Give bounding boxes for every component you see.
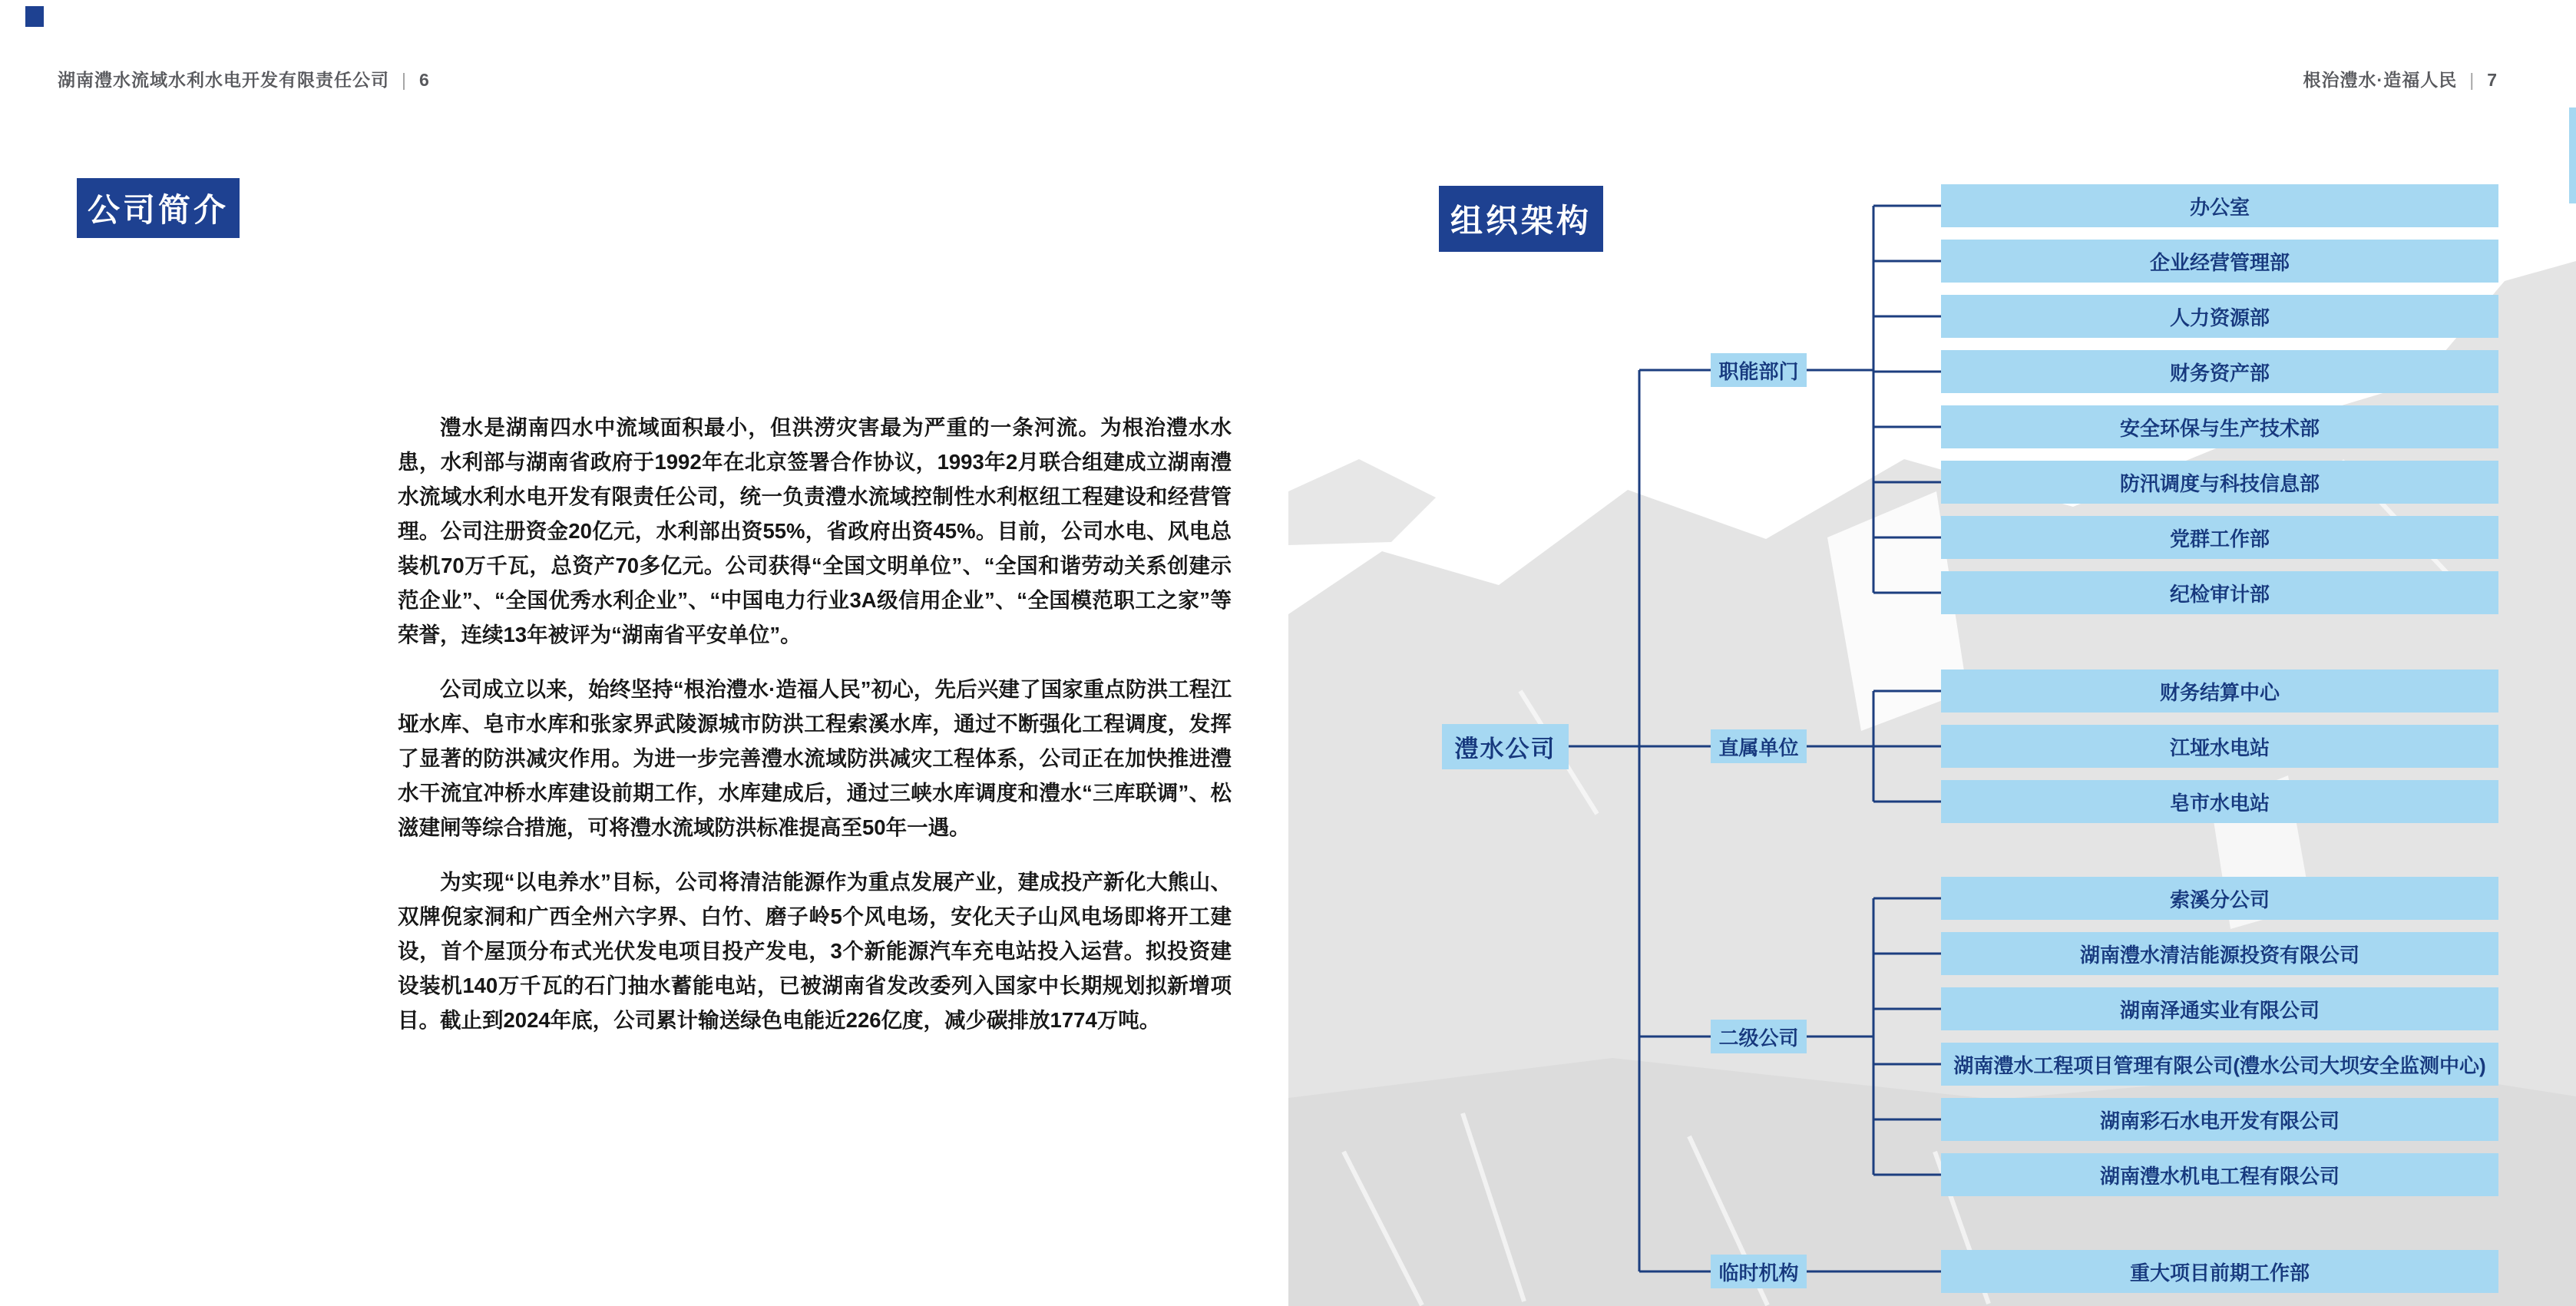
slogan: 根治澧水·造福人民: [2303, 70, 2458, 90]
page-number-right: 7: [2487, 70, 2498, 90]
company-name: 湖南澧水流域水利水电开发有限责任公司: [58, 70, 389, 90]
org-unit-box: 皂市水电站: [1941, 780, 2498, 823]
org-unit-box: 湖南澧水清洁能源投资有限公司: [1941, 932, 2498, 975]
org-unit-box: 湖南彩石水电开发有限公司: [1941, 1098, 2498, 1141]
org-unit-box: 纪检审计部: [1941, 571, 2498, 614]
org-unit-box: 企业经营管理部: [1941, 240, 2498, 283]
org-unit-box: 财务结算中心: [1941, 670, 2498, 713]
body-paragraph: 澧水是湖南四水中流域面积最小，但洪涝灾害最为严重的一条河流。为根治澧水水患，水利部与湖南省政府于1992年在北京签署合作协议，1993年2月联合组建成立湖南澧水流域水利水电开发有限责任公司，统一负责澧水流域控制性水利枢纽工程建设和经营管理。公司注册资金20亿元，水利部出资55%，省政府出资45%。目前，公司水电、风电总装机70万千瓦，总资产70多亿元。公司获得“全国文明单位”、“全国和谐劳动关系创建示范企业”、“全国优秀水利企业”、“中国电力行业3A级信用企业”、“全国模范职工之家”等荣誉，连续13年被评为“湖南省平安单位”。: [398, 415, 1232, 646]
section-title-org-structure: 组织架构: [1439, 186, 1603, 252]
org-root: 澧水公司: [1442, 724, 1569, 769]
header-separator: |: [402, 70, 407, 90]
org-unit-box: 党群工作部: [1941, 516, 2498, 559]
body-paragraph: 为实现“以电养水”目标，公司将清洁能源作为重点发展产业，建成投产新化大熊山、双牌倪家洞和广西全州六字界、白竹、磨子岭5个风电场，安化天子山风电场即将开工建设，首个屋顶分布式光伏发电项目投产发电，3个新能源汽车充电站投入运营。拟投资建设装机140万千瓦的石门抽水蓄能电站，已被湖南省发改委列入国家中长期规划拟新增项目。截止到2024年底，公司累计输送绿色电能近226亿度，减少碳排放1774万吨。: [398, 870, 1232, 1032]
org-branch: 二级公司: [1711, 1020, 1807, 1053]
body-paragraph: 公司成立以来，始终坚持“根治澧水·造福人民”初心，先后兴建了国家重点防洪工程江垭水库、皂市水库和张家界武陵源城市防洪工程索溪水库，通过不断强化工程调度，发挥了显著的防洪减灾作用。为进一步完善澧水流域防洪减灾工程体系，公司正在加快推进澧水干流宜冲桥水库建设前期工作，水库建成后，通过三峡水库调度和澧水“三库联调”、松滋建闸等综合措施，可将澧水流域防洪标准提高至50年一遇。: [398, 677, 1232, 839]
org-unit-box: 防汛调度与科技信息部: [1941, 461, 2498, 504]
org-unit-box: 重大项目前期工作部: [1941, 1250, 2498, 1293]
header-separator: |: [2469, 70, 2475, 90]
org-unit-box: 湖南澧水工程项目管理有限公司(澧水公司大坝安全监测中心): [1941, 1043, 2498, 1086]
org-unit-box: 湖南泽通实业有限公司: [1941, 987, 2498, 1030]
org-unit-box: 江垭水电站: [1941, 725, 2498, 768]
org-branch: 临时机构: [1711, 1255, 1807, 1288]
page-number-left: 6: [418, 70, 430, 90]
org-branch: 职能部门: [1711, 353, 1807, 387]
org-unit-box: 索溪分公司: [1941, 877, 2498, 920]
org-branch: 直属单位: [1711, 729, 1807, 763]
org-unit-box: 财务资产部: [1941, 350, 2498, 393]
org-unit-box: 办公室: [1941, 184, 2498, 227]
org-unit-box: 安全环保与生产技术部: [1941, 405, 2498, 448]
org-unit-box: 湖南澧水机电工程有限公司: [1941, 1153, 2498, 1196]
org-unit-box: 人力资源部: [1941, 295, 2498, 338]
section-title-company-profile: 公司简介: [77, 178, 240, 238]
